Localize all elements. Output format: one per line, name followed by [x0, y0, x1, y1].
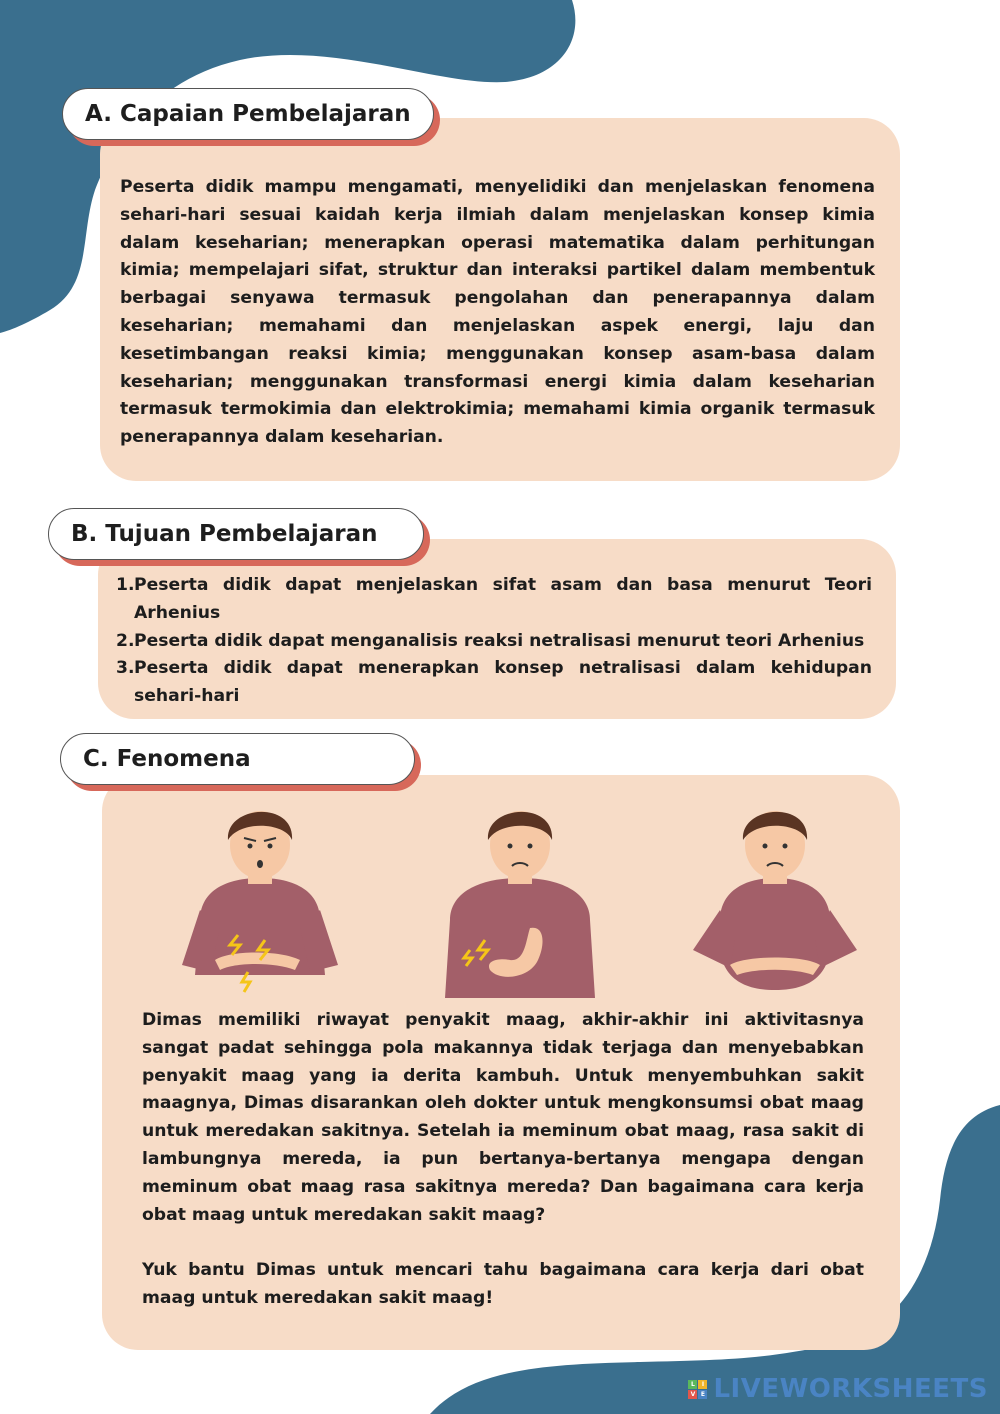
list-item: [116, 628, 872, 656]
list-item-number: 1.: [116, 575, 135, 595]
list-item-text: Peserta didik dapat menerapkan konsep netralisasi dalam kehidupan sehari-hari: [134, 658, 872, 707]
list-item: [116, 655, 872, 711]
capaian-panel: [100, 118, 900, 481]
boy-stomach-organ-illustration: [430, 800, 610, 1000]
liveworksheets-logo[interactable]: [688, 1374, 988, 1404]
boy-stomach-pain-illustration: [170, 800, 350, 1000]
fenomena-paragraph-2: Yuk bantu Dimas untuk mencari tahu bagaimana cara kerja dari obat maag untuk meredakan sakit maag!: [142, 1260, 864, 1308]
logo-text: LIVEWORKSHEETS: [713, 1374, 988, 1404]
tujuan-list: [116, 572, 872, 711]
tujuan-header: [48, 508, 424, 560]
capaian-title: A. Capaian Pembelajaran: [85, 101, 411, 127]
boy-holding-belly-illustration: [685, 800, 865, 1000]
logo-badge-icon: L I V E: [688, 1380, 707, 1399]
capaian-text: Peserta didik mampu mengamati, menyelidiki dan menjelaskan fenomena sehari-hari sesuai kaidah kerja ilmiah dalam menjelaskan konsep kimia dalam keseharian; menerapkan operasi matematika dalam perhitungan kimia; mempelajari sifat, struktur dan interaksi partikel dalam membentuk berbagai senyawa termasuk pengolahan dan penerapannya dalam keseharian; memahami dan menjelaskan aspek energi, laju dan kesetimbangan reaksi kimia; menggunakan konsep asam-basa dalam keseharian; menggunakan transformasi energi kimia dalam keseharian termasuk termokimia dan elektrokimia; memahami kimia organik termasuk penerapannya dalam keseharian.: [120, 177, 875, 448]
fenomena-paragraph-1: Dimas memiliki riwayat penyakit maag, akhir-akhir ini aktivitasnya sangat padat sehingga pola makannya tidak terjaga dan menyebabkan penyakit maag yang ia derita kambuh. Untuk menyembuhkan sakit maagnya, Dimas disarankan oleh dokter untuk mengkonsumsi obat maag untuk meredakan sakitnya. Setelah ia meminum obat maag, rasa sakit di lambungnya mereda, ia pun bertanya-bertanya mengapa dengan meminum obat maag rasa sakitnya mereda? Dan bagaimana cara kerja obat maag untuk meredakan sakit maag?: [142, 1010, 864, 1225]
capaian-header: [62, 88, 434, 140]
list-item: [116, 572, 872, 628]
list-item-number: 3.: [116, 658, 135, 679]
tujuan-panel: [98, 539, 896, 719]
list-item-number: 2.: [116, 630, 135, 651]
list-item-text: Peserta didik dapat menganalisis reaksi netralisasi menurut teori Arhenius: [134, 630, 865, 651]
fenomena-title: C. Fenomena: [83, 746, 251, 772]
fenomena-illustrations: [165, 800, 855, 1000]
fenomena-header: [60, 733, 415, 785]
tujuan-title: B. Tujuan Pembelajaran: [71, 521, 378, 547]
list-item-text: Peserta didik dapat menjelaskan sifat asam dan basa menurut Teori Arhenius: [134, 575, 872, 623]
